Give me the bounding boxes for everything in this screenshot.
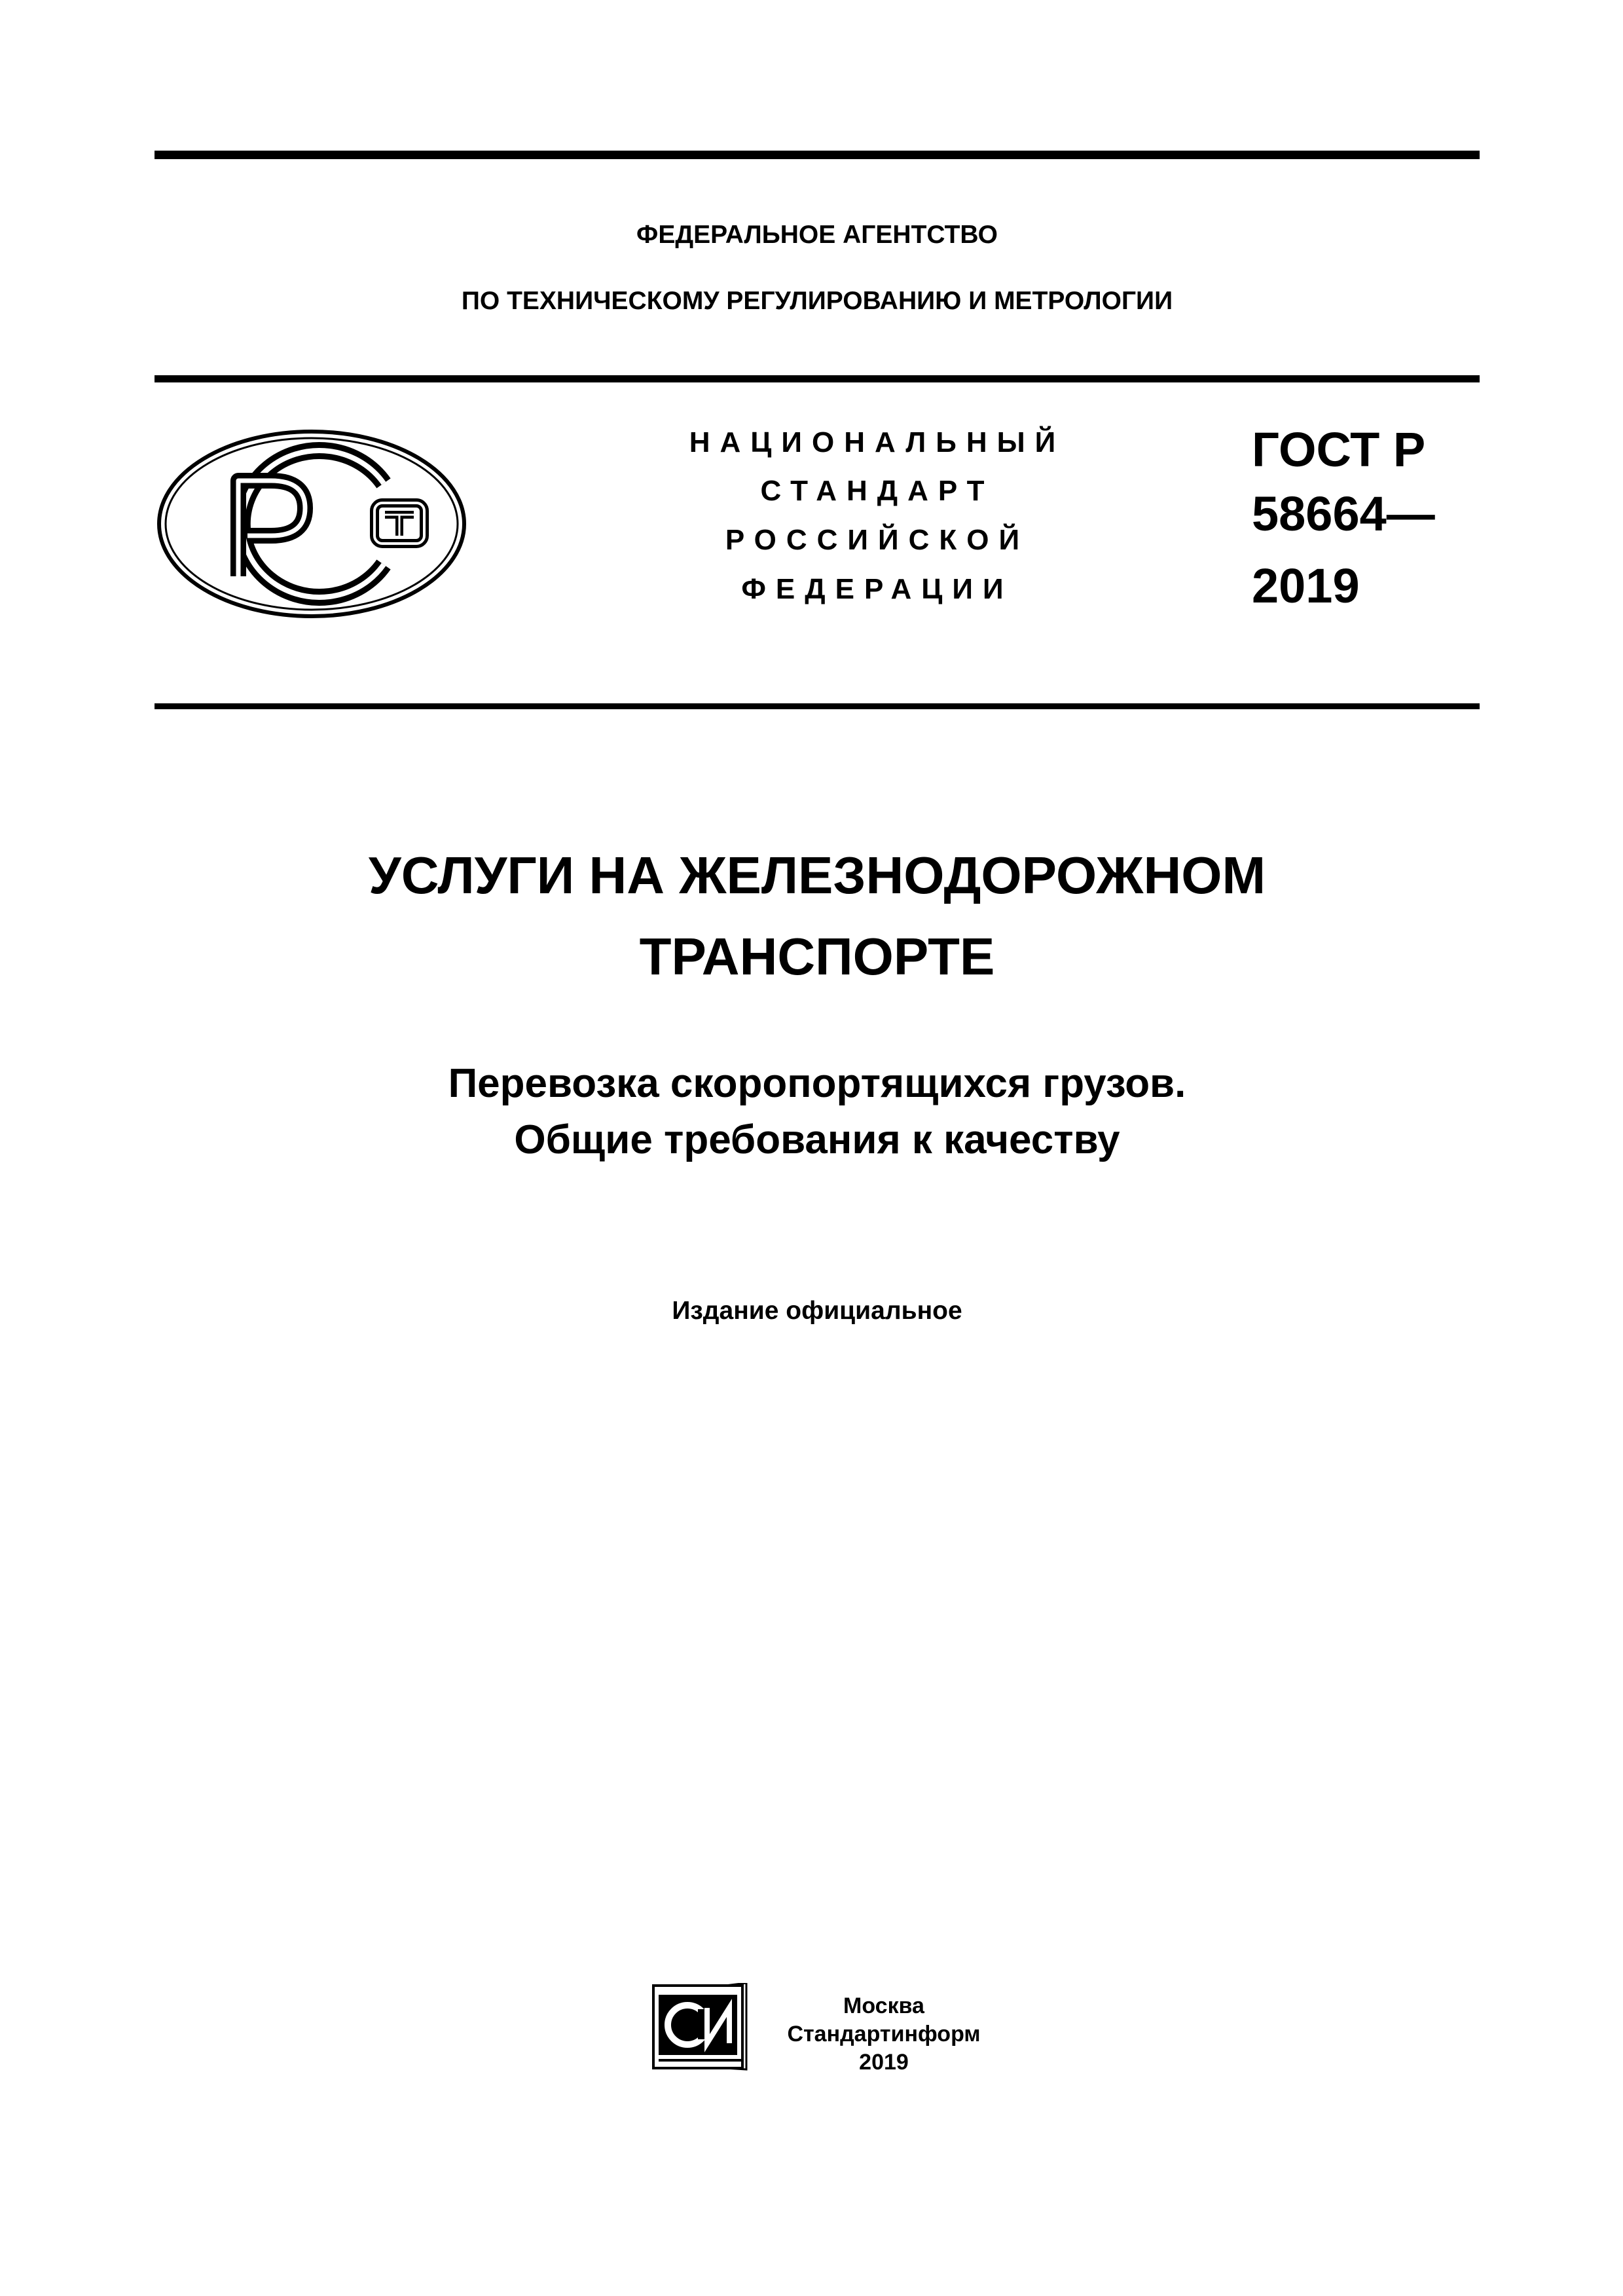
gost-designation-prefix: ГОСТ Р (1252, 422, 1426, 477)
document-subtitle-line-1: Перевозка скоропортящихся грузов. (448, 1061, 1186, 1106)
standard-type-line-4: ФЕДЕРАЦИИ (741, 573, 1013, 605)
document-title-line-2: ТРАНСПОРТЕ (639, 927, 995, 986)
rst-conformity-mark-icon (155, 426, 469, 622)
header-rule (155, 375, 1480, 382)
document-title-line-1: УСЛУГИ НА ЖЕЛЕЗНОДОРОЖНОМ (368, 846, 1266, 904)
designation-rule (155, 703, 1480, 709)
gost-designation-number: 58664— (1252, 487, 1435, 541)
publisher-name: Стандартинформ (787, 2022, 981, 2046)
agency-name-line-2: ПО ТЕХНИЧЕСКОМУ РЕГУЛИРОВАНИЮ И МЕТРОЛОГИИ (461, 287, 1173, 315)
agency-name-line-1: ФЕДЕРАЛЬНОЕ АГЕНТСТВО (636, 221, 998, 249)
standard-type-line-1: НАЦИОНАЛЬНЫЙ (689, 426, 1066, 458)
top-rule (155, 151, 1480, 159)
standard-type-line-3: РОССИЙСКОЙ (725, 524, 1030, 556)
standard-type-line-2: СТАНДАРТ (760, 475, 994, 507)
edition-label: Издание официальное (672, 1297, 962, 1325)
document-subtitle-line-2: Общие требования к качеству (514, 1117, 1120, 1162)
standartinform-logo-icon (652, 1983, 748, 2072)
publisher-year: 2019 (859, 2050, 909, 2075)
gost-designation-year: 2019 (1252, 559, 1360, 613)
publisher-city: Москва (843, 1993, 924, 2018)
